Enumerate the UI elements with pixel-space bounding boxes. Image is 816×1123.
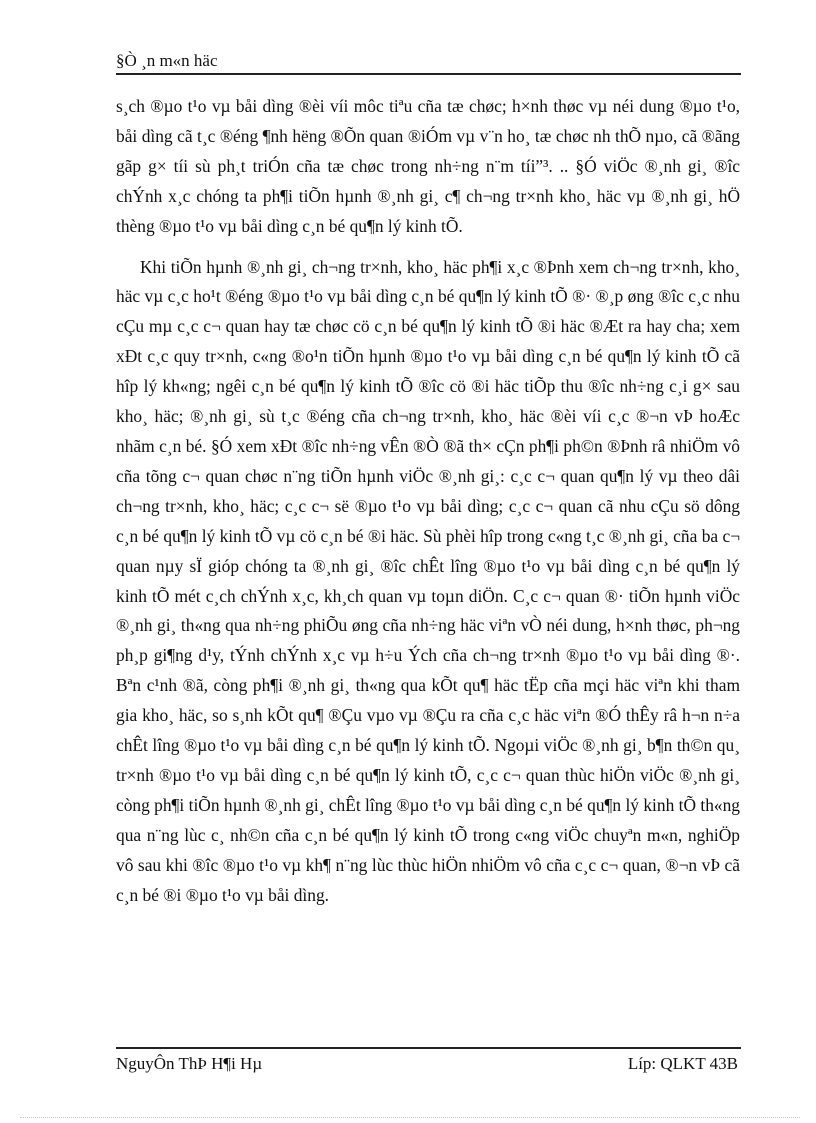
paragraph-evaluation: Khi tiÕn hµnh ®¸nh gi¸ ch¬ng tr×nh, kho¸ häc ph¶i x¸c ®Þnh xem ch¬ng tr×nh, kho¸ häc vµ c¸c ho¹t ®éng ®µo t¹o vµ båi dìng c¸n bé qu¶n lý kinh tÕ ®· ®¸p øng ®îc c¸c nhu cÇu mµ c¸c c¬ quan hay tæ chøc cö c¸n bé qu¶n lý kinh tÕ ®i häc ®Æt ra hay cha; xem xÐt c¸c quy tr×nh, c«ng ®o¹n tiÕn hµnh ®µo t¹o vµ båi dìng c¸n bé qu¶n lý kinh tÕ cã hîp lý kh«ng; ngêi c¸n bé qu¶n lý kinh tÕ ®îc cö ®i häc tiÕp thu ®îc nh÷ng c¸i g× sau kho¸ häc; ®¸nh gi¸ sù t¸c ®éng cña ch¬ng tr×nh, kho¸ häc ®èi víi c¸c ®¬n vÞ hoÆc nhãm c¸n bé. §Ó xem xÐt ®îc nh÷ng vÊn ®Ò ®ã th× cÇn ph¶i ph©n ®Þnh râ nhiÖm vô cña tõng c¬ quan chøc n¨ng tiÕn hµnh viÖc ®¸nh gi¸: c¸c c¬ quan qu¶n lý vµ theo dâi ch¬ng tr×nh, kho¸ häc; c¸c c¬ së ®µo t¹o vµ båi dìng; c¸c c¬ quan cã nhu cÇu sö dông c¸n bé qu¶n lý kinh tÕ vµ cö c¸n bé ®i häc. Sù phèi hîp trong c«ng t¸c ®¸nh gi¸ cña ba c¬ quan nµy sÏ gióp chóng ta ®¸nh gi¸ ®îc chÊt lîng ®µo t¹o vµ båi dìng c¸n bé qu¶n lý kinh tÕ mét c¸ch chÝnh x¸c, kh¸ch quan vµ toµn diÖn. C¸c c¬ quan ®· tiÕn hµnh viÖc ®¸nh gi¸ th«ng qua nh÷ng phiÕu øng cña nh÷ng häc viªn vÒ néi dung, h×nh thøc, ph¬ng ph¸p gi¶ng d¹y, tÝnh chÝnh x¸c vµ h÷u Ých cña ch¬ng tr×nh ®µo t¹o vµ båi dìng ®·. Bªn c¹nh ®ã, còng ph¶i ®¸nh gi¸ th«ng qua kÕt qu¶ häc tËp cña mçi häc viªn khi tham gia kho¸ häc, so s¸nh kÕt qu¶ ®Çu vµo vµ ®Çu ra cña c¸c häc viªn ®Ó thÊy râ h¬n n÷a chÊt lîng ®µo t¹o vµ båi dìng c¸n bé qu¶n lý kinh tÕ. Ngoµi viÖc ®¸nh gi¸ b¶n th©n qu¸ tr×nh ®µo t¹o vµ båi dìng c¸n bé qu¶n lý kinh tÕ, c¸c c¬ quan thùc hiÖn viÖc ®¸nh gi¸ còng ph¶i tiÕn hµnh ®¸nh gi¸ chÊt lîng ®µo t¹o vµ båi dìng c¸n bé qu¶n lý kinh tÕ th«ng qua n¨ng lùc c¸ nh©n cña c¸n bé qu¶n lý kinh tÕ trong c«ng viÖc chuyªn m«n, nghiÖp vô sau khi ®îc ®µo t¹o vµ kh¶ n¨ng lùc thùc hiÖn nhiÖm vô cña c¸c c¬ quan, ®¬n vÞ cã c¸n bé ®i ®µo t¹o vµ båi dìng. [116,256,740,905]
document-body [116,92,740,910]
header-divider [116,73,741,75]
footer-class-label: Líp: QLKT 43B [627,1054,738,1073]
footer-author: NguyÔn ThÞ H¶i Hµ [116,1054,263,1073]
footer-divider [116,1047,741,1049]
paragraph-continuation: s¸ch ®µo t¹o vµ båi dìng ®èi víi môc tiªu cña tæ chøc; h×nh thøc vµ néi dung ®µo t¹o, båi dìng cã t¸c ®éng ¶nh hëng ®Õn quan ®iÓm vµ v¨n ho¸ tæ chøc nh thÕ nµo, cã ®ãng gãp g× tíi sù ph¸t triÓn cña tæ chøc trong nh÷ng n¨m tíi”³. .. §Ó viÖc ®¸nh gi¸ ®îc chÝnh x¸c chóng ta ph¶i tiÕn hµnh ®¸nh gi¸ c¶ ch¬ng tr×nh kho¸ häc vµ ®¸nh gi¸ hÖ thèng ®µo t¹o vµ båi dìng c¸n bé qu¶n lý kinh tÕ. [116,96,740,236]
page-header-title: §Ò ¸n m«n häc [116,51,218,70]
page-bottom-border [20,1117,800,1118]
